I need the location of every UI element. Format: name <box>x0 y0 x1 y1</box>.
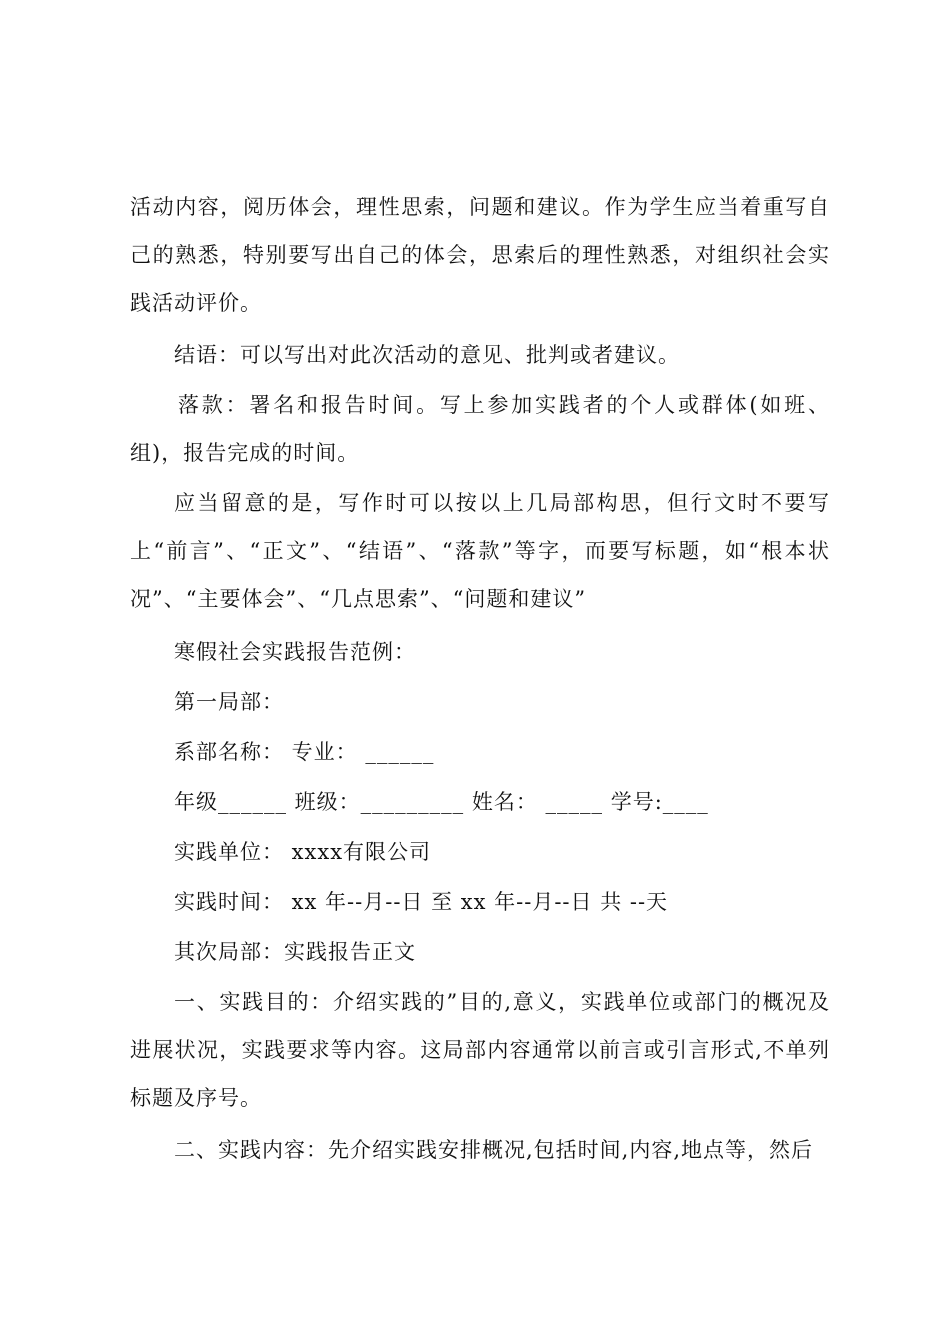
paragraph-practice-time: 实践时间： xx 年--月--日 至 xx 年--月--日 共 --天 <box>174 890 669 914</box>
paragraph-conclusion: 结语：可以写出对此次活动的意见、批判或者建议。 <box>174 343 680 367</box>
paragraph-department: 系部名称： 专业： ______ <box>174 740 435 764</box>
paragraph-example-title: 寒假社会实践报告范例： <box>174 640 416 664</box>
paragraph-part-one: 第一局部： <box>174 690 284 714</box>
paragraph-note: 应当留意的是，写作时可以按以上几局部构思，但行文时不要写上“前言”、“正文”、“结语”、“落款”等字，而要写标题，如“根本状况”、“主要体会”、“几点思索”、“问题和建议” <box>130 491 830 611</box>
paragraph-class-info: 年级______ 班级：_________ 姓名： _____ 学号:____ <box>174 790 709 814</box>
paragraph-practice-unit: 实践单位： xxxx有限公司 <box>174 840 432 864</box>
paragraph-purpose: 一、实践目的：介绍实践的”目的,意义，实践单位或部门的概况及进展状况，实践要求等内容。这局部内容通常以前言或引言形式,不单列标题及序号。 <box>130 990 830 1110</box>
paragraph-activity-content: 活动内容，阅历体会，理性思索，问题和建议。作为学生应当着重写自己的熟悉，特别要写出自己的体会，思索后的理性熟悉，对组织社会实践活动评价。 <box>130 195 830 315</box>
paragraph-part-two: 其次局部：实践报告正文 <box>174 940 416 964</box>
paragraph-content: 二、实践内容：先介绍实践安排概况,包括时间,内容,地点等，然后 <box>174 1138 814 1162</box>
paragraph-signature: 落款：署名和报告时间。写上参加实践者的个人或群体(如班、组)，报告完成的时间。 <box>130 393 830 465</box>
